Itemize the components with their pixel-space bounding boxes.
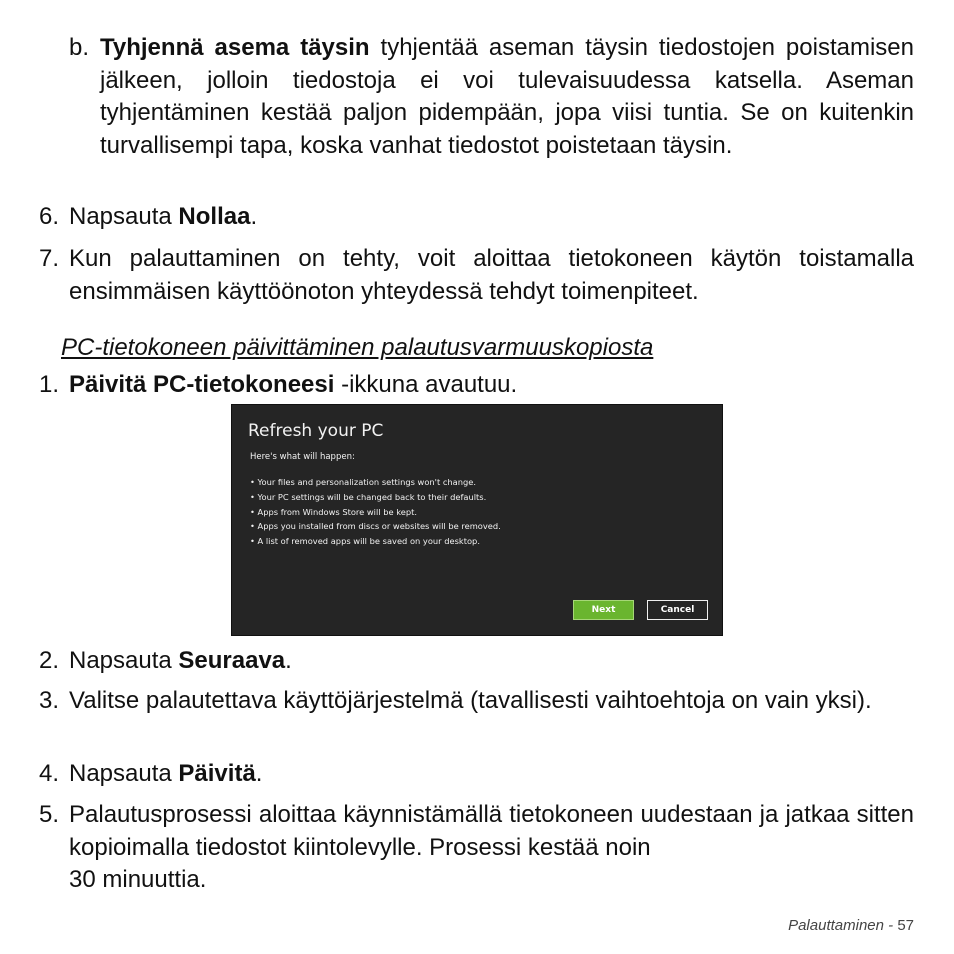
- bullet-item: • Apps from Windows Store will be kept.: [250, 506, 418, 517]
- term-bold: Päivitä: [178, 760, 256, 787]
- bullet-item: • A list of removed apps will be saved on your desktop.: [250, 536, 480, 547]
- bullet-item: • Your PC settings will be changed back to their defaults.: [250, 491, 487, 502]
- next-button[interactable]: Next: [573, 600, 634, 620]
- item-text-pre: Napsauta: [69, 760, 179, 787]
- item-text: Kun palauttaminen on tehty, voit aloittaa tietokoneen käytön toistamalla ensimmäisen käyttöönoton yhteydessä tehdyt toimenpiteet.: [69, 245, 914, 305]
- bullet-item: • Apps you installed from discs or websites will be removed.: [250, 521, 501, 532]
- item-text-post: -ikkuna avautuu.: [334, 371, 518, 398]
- item-marker: b.: [69, 34, 90, 61]
- item-text: Valitse palautettava käyttöjärjestelmä (tavallisesti vaihtoehtoja on vain yksi).: [69, 687, 872, 714]
- item-text: [100, 32, 914, 162]
- item-text: [69, 799, 914, 897]
- screenshot-subtitle: Here's what will happen:: [250, 452, 355, 462]
- item-marker: 1.: [39, 371, 60, 398]
- step-2: [39, 645, 914, 678]
- list-item-7: [39, 243, 914, 308]
- item-marker: 7.: [39, 245, 60, 272]
- item-text: [69, 369, 914, 402]
- item-marker: 2.: [39, 647, 60, 674]
- term-bold: Tyhjennä asema täysin: [100, 34, 370, 61]
- refresh-pc-screenshot: [231, 404, 723, 636]
- item-marker: 6.: [39, 203, 60, 230]
- item-text-pre: Napsauta: [69, 203, 179, 230]
- bullet-item: • Your files and personalization settings won't change.: [250, 477, 477, 487]
- step-5: [39, 799, 914, 897]
- section-heading: PC-tietokoneen päivittäminen palautusvarmuuskopiosta: [61, 334, 654, 361]
- footer-section-name: Palauttaminen -: [788, 917, 898, 934]
- item-text-post: .: [250, 203, 258, 230]
- item-marker: 3.: [39, 687, 60, 714]
- screenshot-title: Refresh your PC: [248, 421, 384, 441]
- step-3: [39, 685, 914, 718]
- item-text: [69, 758, 914, 791]
- item-marker: 4.: [39, 760, 60, 787]
- item-marker: 5.: [39, 801, 60, 828]
- item-text-line: Palautusprosessi aloittaa käynnistämällä tietokoneen uudestaan ja jatkaa sitten kopioimalla tiedostot kiintolevylle. Prosessi kestää noin: [69, 801, 914, 861]
- step-4: [39, 758, 914, 791]
- list-item-6: [39, 201, 914, 234]
- cancel-button[interactable]: Cancel: [647, 600, 708, 620]
- term-bold: Nollaa: [178, 203, 251, 230]
- step-1: [39, 369, 914, 402]
- item-text-post: .: [255, 760, 263, 787]
- page-footer: [788, 917, 914, 934]
- item-text: [69, 201, 914, 234]
- item-text-post: .: [285, 647, 292, 674]
- item-text-line: 30 minuuttia.: [69, 866, 207, 893]
- term-description: tyhjentää aseman täysin tiedostojen poistamisen jälkeen, jolloin tiedostoja ei voi tulevaisuudessa katsella. Aseman tyhjentäminen kestää paljon pidempään, jopa viisi tuntia. Se on kuitenkin turvallisempi tapa, koska vanhat tiedostot poistetaan täysin.: [100, 34, 914, 159]
- screenshot-bullet-list: [250, 475, 501, 549]
- item-text: [69, 645, 914, 678]
- list-item-b: [69, 32, 914, 162]
- term-bold: Päivitä PC-tietokoneesi: [69, 371, 335, 398]
- page-number: 57: [897, 917, 914, 934]
- term-bold: Seuraava: [178, 647, 286, 674]
- item-text-pre: Napsauta: [69, 647, 179, 674]
